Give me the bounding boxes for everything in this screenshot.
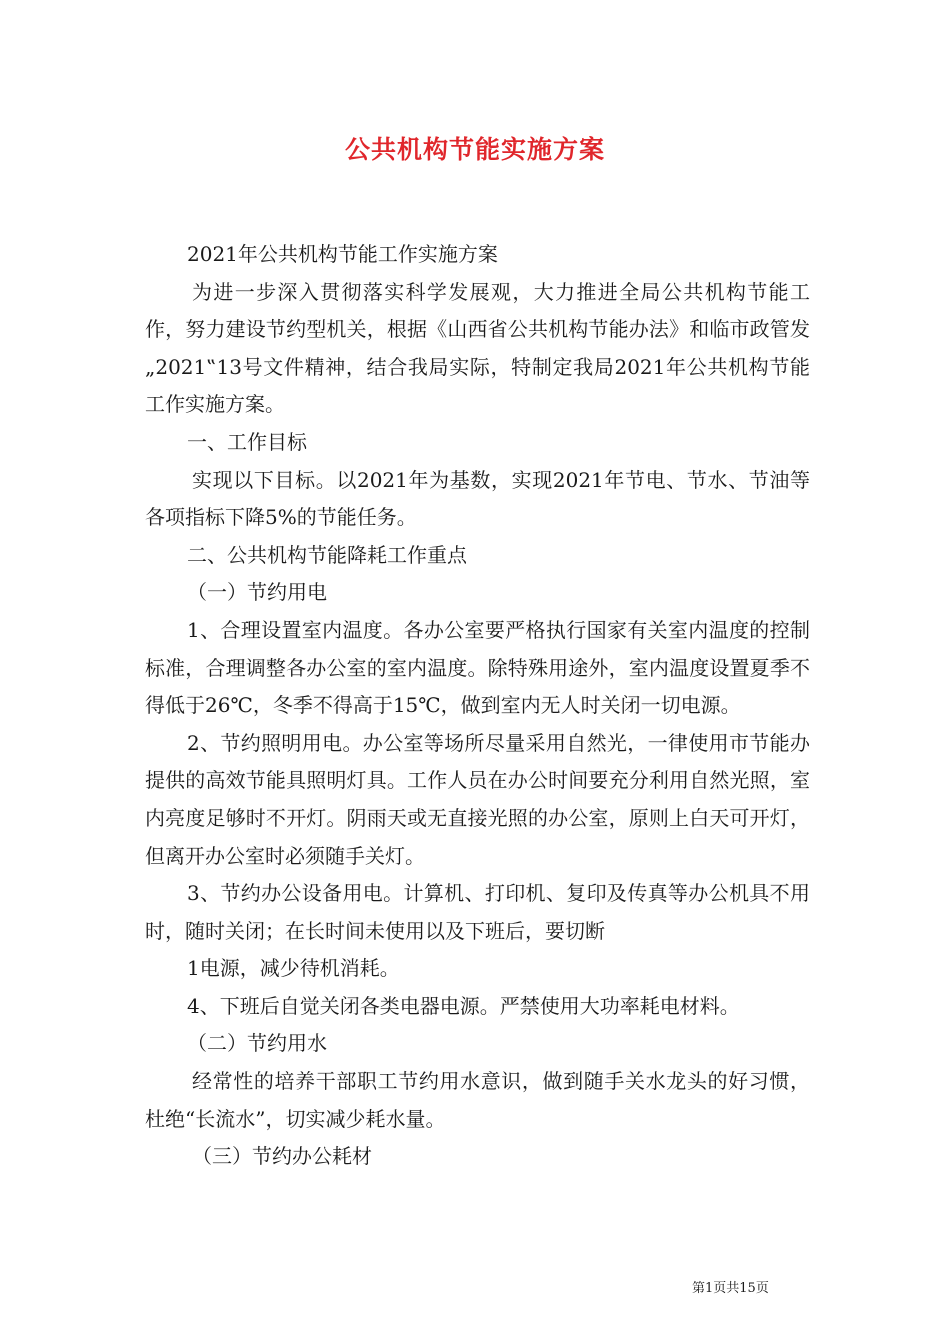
page-title: 公共机构节能实施方案	[344, 135, 605, 164]
heading-key-points: 二、公共机构节能降耗工作重点	[187, 542, 467, 567]
paragraph-intro: 为进一步深入贯彻落实科学发展观，大力推进全局公共机构节能工作，努力建设节约型机关，根据《山西省公共机构节能办法》和临市政管发„2021‟13号文件精神，结合我局实际，特制定我局2021年公共机构节能工作实施方案。	[145, 279, 810, 417]
document-body	[145, 236, 810, 1176]
paragraph-water: 经常性的培养干部职工节约用水意识，做到随手关水龙头的好习惯，杜绝“长流水”，切实减少耗水量。	[145, 1069, 810, 1131]
paragraph-item-1: 1、合理设置室内温度。各办公室要严格执行国家有关室内温度的控制标准，合理调整各办公室的室内温度。除特殊用途外，室内温度设置夏季不得低于26℃，冬季不得高于15℃，做到室内无人时关闭一切电源。	[145, 617, 810, 718]
paragraph-goal: 实现以下目标。以2021年为基数，实现2021年节电、节水、节油等各项指标下降5%的节能任务。	[145, 467, 810, 530]
heading-work-goal: 一、工作目标	[187, 429, 307, 454]
heading-save-supplies: （三）节约办公耗材	[192, 1144, 372, 1169]
paragraph-item-4: 4、下班后自觉关闭各类电器电源。严禁使用大功率耗电材料。	[187, 993, 740, 1018]
paragraph-item-3: 3、节约办公设备用电。计算机、打印机、复印及传真等办公机具不用时，随时关闭；在长时间未使用以及下班后，要切断	[145, 881, 810, 943]
paragraph-item-2: 2、节约照明用电。办公室等场所尽量采用自然光，一律使用市节能办提供的高效节能具照明灯具。工作人员在办公时间要充分利用自然光照，室内亮度足够时不开灯。阴雨天或无直接光照的办公室，原则上白天可开灯，但离开办公室时必须随手关灯。	[145, 730, 810, 868]
heading-save-water: （二）节约用水	[187, 1031, 327, 1056]
paragraph-subtitle: 2021年公共机构节能工作实施方案	[187, 242, 498, 266]
heading-save-electricity: （一）节约用电	[187, 580, 327, 605]
page-number: 第1页共15页	[692, 1281, 769, 1296]
paragraph-item-3-cont: 1电源，减少待机消耗。	[187, 956, 400, 981]
